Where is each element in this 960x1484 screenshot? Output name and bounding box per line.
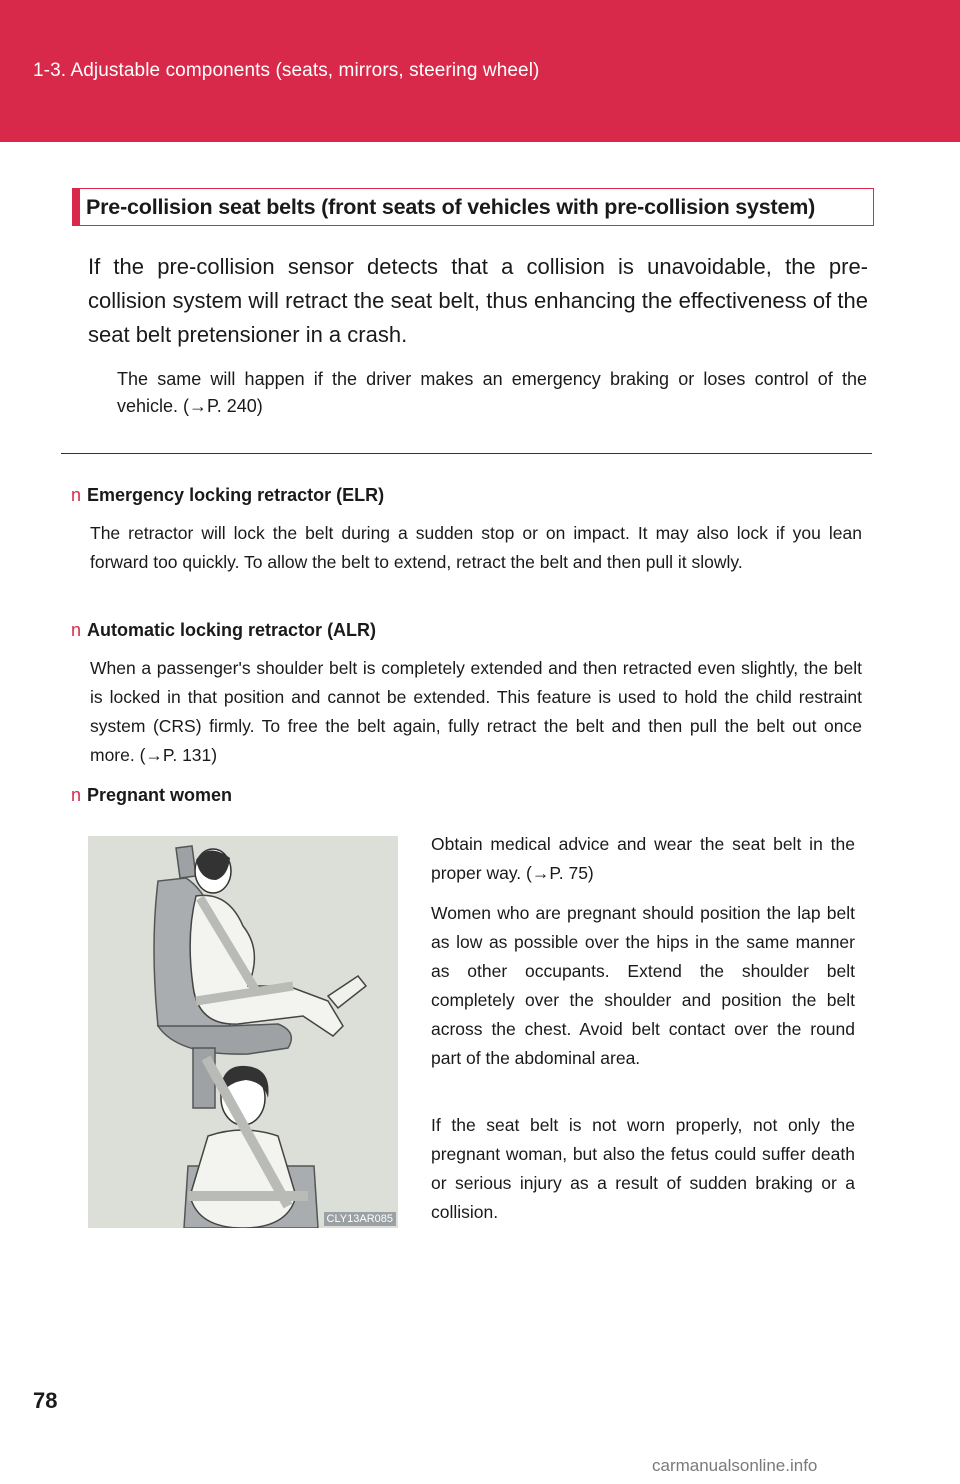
item-title-elr <box>71 485 384 506</box>
item-body-elr: The retractor will lock the belt during a sudden stop or on impact. It may also lock if you lean forward too quickly. To allow the belt to extend, retract the belt and then pull it slowly. <box>90 523 862 572</box>
pregnant-seatbelt-illustration <box>88 836 398 1228</box>
bullet-marker: n <box>71 620 82 640</box>
item-body-alr: When a passenger's shoulder belt is completely extended and then retracted even slightly, the belt is locked in that position and cannot be extended. This feature is used to hold the child restraint system (CRS) firmly. To free the belt again, fully retract the belt and then pull the belt out once more. (→P. 131) <box>90 658 862 765</box>
section-lead-paragraph: If the pre-collision sensor detects that a collision is unavoidable, the pre-collision system will retract the seat belt, thus enhancing the effectiveness of the seat belt pretensioner in a crash. <box>88 254 868 347</box>
bullet-marker: n <box>71 485 82 505</box>
header-band <box>0 0 960 142</box>
item-title-text: Pregnant women <box>87 785 233 805</box>
section-note: The same will happen if the driver makes an emergency braking or loses control of the vehicle. (→P. 240) <box>117 369 867 416</box>
item-title-pregnant <box>71 785 232 806</box>
watermark: carmanualsonline.info <box>652 1456 818 1475</box>
pregnant-paragraph-3: If the seat belt is not worn properly, not only the pregnant woman, but also the fetus could suffer death or serious injury as a result of sudden braking or a collision. <box>431 1115 855 1222</box>
item-title-text: Emergency locking retractor (ELR) <box>87 485 385 505</box>
pregnant-paragraph-1: Obtain medical advice and wear the seat belt in the proper way. (→P. 75) <box>431 834 855 883</box>
bullet-marker: n <box>71 785 82 805</box>
section-heading <box>72 188 874 226</box>
pregnant-paragraph-2: Women who are pregnant should position the lap belt as low as possible over the hips in the same manner as other occupants. Extend the shoulder belt completely over the shoulder and position the belt across the chest. Avoid belt contact over the round part of the abdominal area. <box>431 903 855 1068</box>
item-title-text: Automatic locking retractor (ALR) <box>87 620 377 640</box>
illustration-code: CLY13AR085 <box>324 1212 396 1226</box>
heading-accent-bar <box>72 188 80 226</box>
divider-rule <box>61 453 872 454</box>
page-number: 78 <box>33 1388 58 1413</box>
section-heading-text: Pre-collision seat belts (front seats of vehicles with pre-collision system) <box>86 195 816 219</box>
chapter-title: 1-3. Adjustable components (seats, mirrors, steering wheel) <box>33 60 540 81</box>
seatbelt-drawing <box>88 836 398 1228</box>
item-title-alr <box>71 620 376 641</box>
